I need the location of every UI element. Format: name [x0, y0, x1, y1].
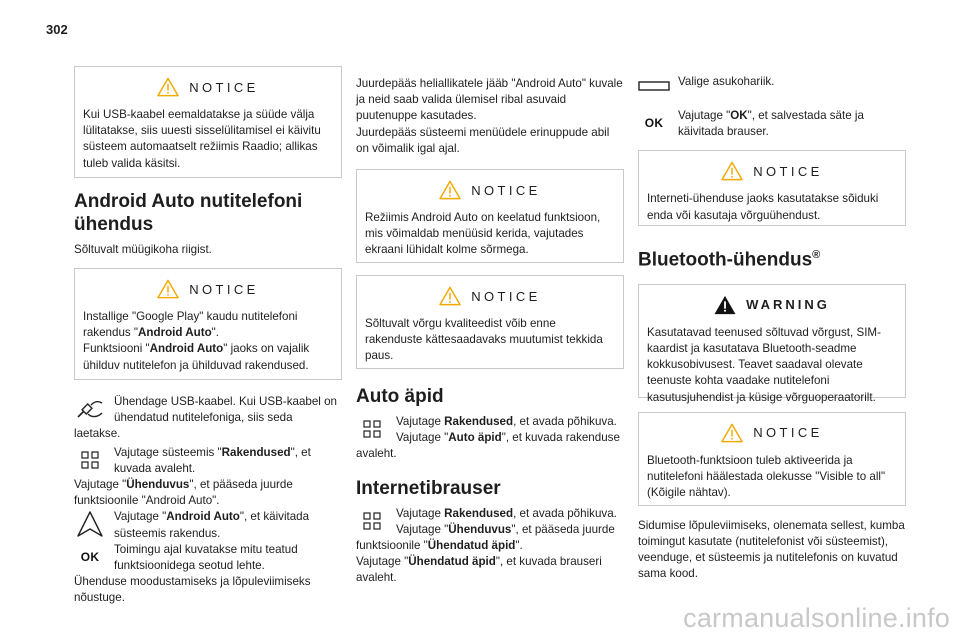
notice-box-scroll: [356, 169, 624, 263]
step-ok: OK Toimingu ajal kuvatakse mitu teatud funktsioonidega seotud lehte.: [74, 542, 342, 574]
step-home: Valige asukohariik.: [638, 74, 906, 102]
watermark: carmanualsonline.info: [683, 603, 950, 633]
apps-grid-icon: [356, 414, 388, 444]
home-bar-icon: [638, 74, 670, 98]
step-auto-apps-1: Vajutage Rakendused, et avada põhikuva.: [356, 414, 624, 430]
pairing-final-text: Sidumise lõpuleviimiseks, olenemata sellest, kumba toimingut kasutate (nutitelefonist või süsteemist), veenduge, et süsteemis ja nutitelefonis on kuvatud sama kood.: [638, 518, 905, 581]
notice-text: Sõltuvalt võrgu kvaliteedist võib enne rakenduste kättesaadavaks muutumist tekkida paus.: [365, 317, 603, 363]
notice-warning-icon: [157, 279, 179, 299]
notice-text: Bluetooth-funktsioon tuleb aktiveerida ja nutitelefoni häälestada olekusse "Visible to all" (Kõigile nähtav).: [647, 453, 886, 500]
step-browser-3: Vajutage "Ühendatud äpid", et kuvada brauseri avaleht.: [356, 555, 602, 585]
step-apps: Vajutage süsteemis "Rakendused", et kuvada avaleht.: [74, 445, 342, 477]
notice-text: Kui USB-kaabel eemaldatakse ja süüde välja lülitatakse, siis uuesti sisselülitamisel ei käivitu süsteem automaatselt režiimis Raadio; allikas tuleb valida käsitsi.: [83, 108, 321, 170]
usb-cable-icon: [74, 394, 106, 424]
step-usb: [74, 394, 342, 443]
warning-box-bluetooth: [638, 284, 906, 404]
notice-title: NOTICE: [753, 163, 823, 179]
notice-title: NOTICE: [471, 288, 541, 304]
notice-box-internet: [638, 150, 906, 226]
warning-title: WARNING: [746, 297, 830, 313]
notice-warning-icon: [439, 180, 461, 200]
notice-title: NOTICE: [189, 281, 259, 297]
section-title-bluetooth: Bluetooth-ühendus®: [638, 249, 821, 271]
page-number: 302: [46, 22, 68, 37]
step-connectivity: Vajutage "Ühenduvus", et pääseda juurde funktsioonile "Android Auto".: [74, 478, 293, 508]
notice-box-android-install: [74, 268, 342, 380]
notice-warning-icon: [439, 286, 461, 306]
intro-paragraph-1: Juurdepääs heliallikatele jääb "Android Auto" kuvale ja neid saab valida ülemisel ribal asuvaid puutenuppe kasutades.: [356, 77, 623, 123]
notice-warning-icon: [721, 161, 743, 181]
notice-text: Installige "Google Play" kaudu nutitelefoni rakendus "Android Auto". Funktsiooni "Android Auto" jaoks on vajalik ühilduv nutitelefon ja ühilduvad rakendused.: [83, 310, 310, 372]
apps-grid-icon: [74, 445, 106, 475]
step-browser-1: Vajutage Rakendused, et avada põhikuva.: [356, 506, 624, 522]
column-middle: [356, 76, 624, 587]
section-title-android-auto: Android Auto nutitelefoni ühendus: [74, 191, 303, 235]
notice-title: NOTICE: [471, 182, 541, 198]
notice-text: Režiimis Android Auto on keelatud funktsioon, mis võimaldab menüüsid kerida, vajutades ekraani lühidalt kolme sõrmega.: [365, 211, 601, 257]
notice-box-usb: [74, 66, 342, 178]
warning-text: Kasutatavad teenused sõltuvad võrgust, SIM-kaardist ja kasutatava Bluetooth-seadme kokkusobivusest. Teavet saadaval olevate teenuste kohta vaadake nutitelefoni kasutusjuhendist ja küsige võrguoperaatorilt.: [647, 325, 881, 404]
column-left: [74, 66, 342, 607]
step-browser-2: Vajutage "Ühenduvus", et pääseda juurde funktsioonile "Ühendatud äpid".: [356, 522, 615, 553]
warning-icon: [714, 295, 736, 315]
column-right: [638, 74, 906, 583]
intro-paragraph-2: Juurdepääs süsteemi menüüdele erinuppude abil on võimalik igal ajal.: [356, 125, 610, 155]
notice-title: NOTICE: [189, 79, 259, 95]
apps-grid-icon: [356, 506, 388, 536]
android-auto-icon: [74, 509, 106, 539]
notice-warning-icon: [721, 423, 743, 443]
section-subtitle: Sõltuvalt müügikoha riigist.: [74, 243, 212, 256]
step-ok-browser: OK Vajutage "OK", et salvestada säte ja käivitada brauser.: [638, 108, 906, 140]
notice-warning-icon: [157, 77, 179, 97]
step-final: Ühenduse moodustamiseks ja lõpuleviimiseks nõustuge.: [74, 575, 311, 605]
ok-icon: OK: [80, 549, 100, 564]
step-android-auto: Vajutage "Android Auto", et käivitada süsteemis rakendus.: [74, 509, 342, 541]
section-title-auto-apps: Auto äpid: [356, 386, 444, 408]
notice-box-bluetooth-visible: [638, 412, 906, 506]
notice-box-network: [356, 275, 624, 369]
section-title-browser: Internetibrauser: [356, 477, 501, 499]
notice-text: Interneti-ühenduse jaoks kasutatakse sõiduki enda või kasutaja võrguühendust.: [647, 192, 879, 222]
notice-title: NOTICE: [753, 425, 823, 441]
ok-icon: OK: [644, 115, 664, 130]
step-auto-apps-2: Vajutage "Auto äpid", et kuvada rakenduse avaleht.: [356, 431, 620, 461]
step-usb-text: Ühendage USB-kaabel. Kui USB-kaabel on ühendatud nutitelefoniga, siis seda laetakse.: [74, 395, 337, 441]
